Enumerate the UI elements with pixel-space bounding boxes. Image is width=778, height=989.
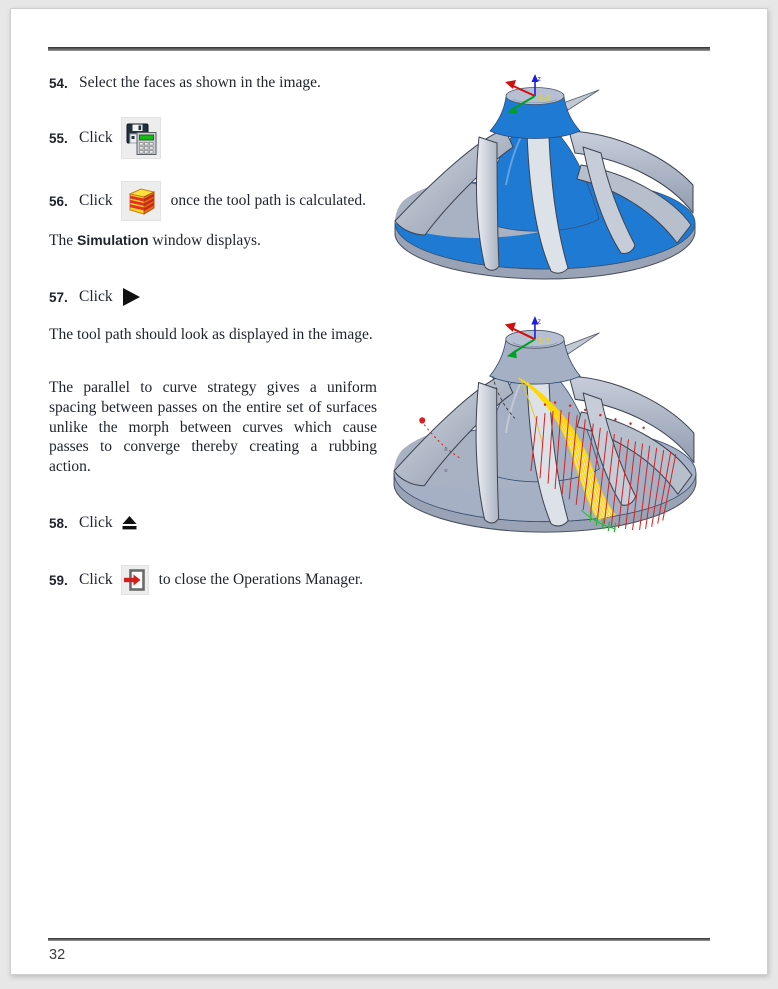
bottom-rule xyxy=(48,938,710,941)
exit-icon xyxy=(121,565,149,595)
step-58-text: Click xyxy=(79,514,113,531)
page-number: 32 xyxy=(49,947,66,963)
step-54-number: 54. xyxy=(49,75,68,91)
document-page xyxy=(10,8,768,975)
step-54 xyxy=(49,73,321,93)
simulation-bold: Simulation xyxy=(76,232,149,248)
simulation-text-post: window displays. xyxy=(148,232,261,249)
step-56-number: 56. xyxy=(49,193,68,209)
step-59-text-post: to close the Operations Manager. xyxy=(158,571,364,588)
simulation-text-pre: The xyxy=(49,232,77,249)
figure-impeller-selected-faces xyxy=(384,73,706,295)
step-58 xyxy=(49,512,138,534)
simulation-window-text xyxy=(49,231,377,251)
toolpath-look-paragraph: The tool path should look as displayed in the image. xyxy=(49,326,373,343)
start-point-marker xyxy=(419,417,425,423)
eject-icon xyxy=(121,515,138,531)
figure-impeller-tool-path xyxy=(384,315,706,549)
simulation-cube-icon xyxy=(121,181,161,221)
step-59-text-pre: Click xyxy=(79,571,113,588)
step-55 xyxy=(49,118,161,158)
step-59-number: 59. xyxy=(49,572,68,588)
step-59 xyxy=(49,565,363,595)
step-57-number: 57. xyxy=(49,289,68,305)
step-58-number: 58. xyxy=(49,515,68,531)
step-56 xyxy=(49,181,366,221)
step-57 xyxy=(49,286,141,308)
strategy-paragraph: The parallel to curve strategy gives a uniform spacing between passes on the entire set of surfaces unlike the morph between curves which cause passes to converge thereby creating a rubbing action. xyxy=(49,379,377,476)
step-57-text: Click xyxy=(79,288,113,305)
step-54-text: Select the faces as shown in the image. xyxy=(79,74,321,91)
step-56-text-pre: Click xyxy=(79,192,113,209)
save-calculate-icon xyxy=(121,117,161,159)
step-56-text-post: once the tool path is calculated. xyxy=(170,192,366,209)
step-55-text: Click xyxy=(79,129,113,146)
step-55-number: 55. xyxy=(49,130,68,146)
play-icon xyxy=(121,287,141,307)
top-rule xyxy=(48,47,710,51)
